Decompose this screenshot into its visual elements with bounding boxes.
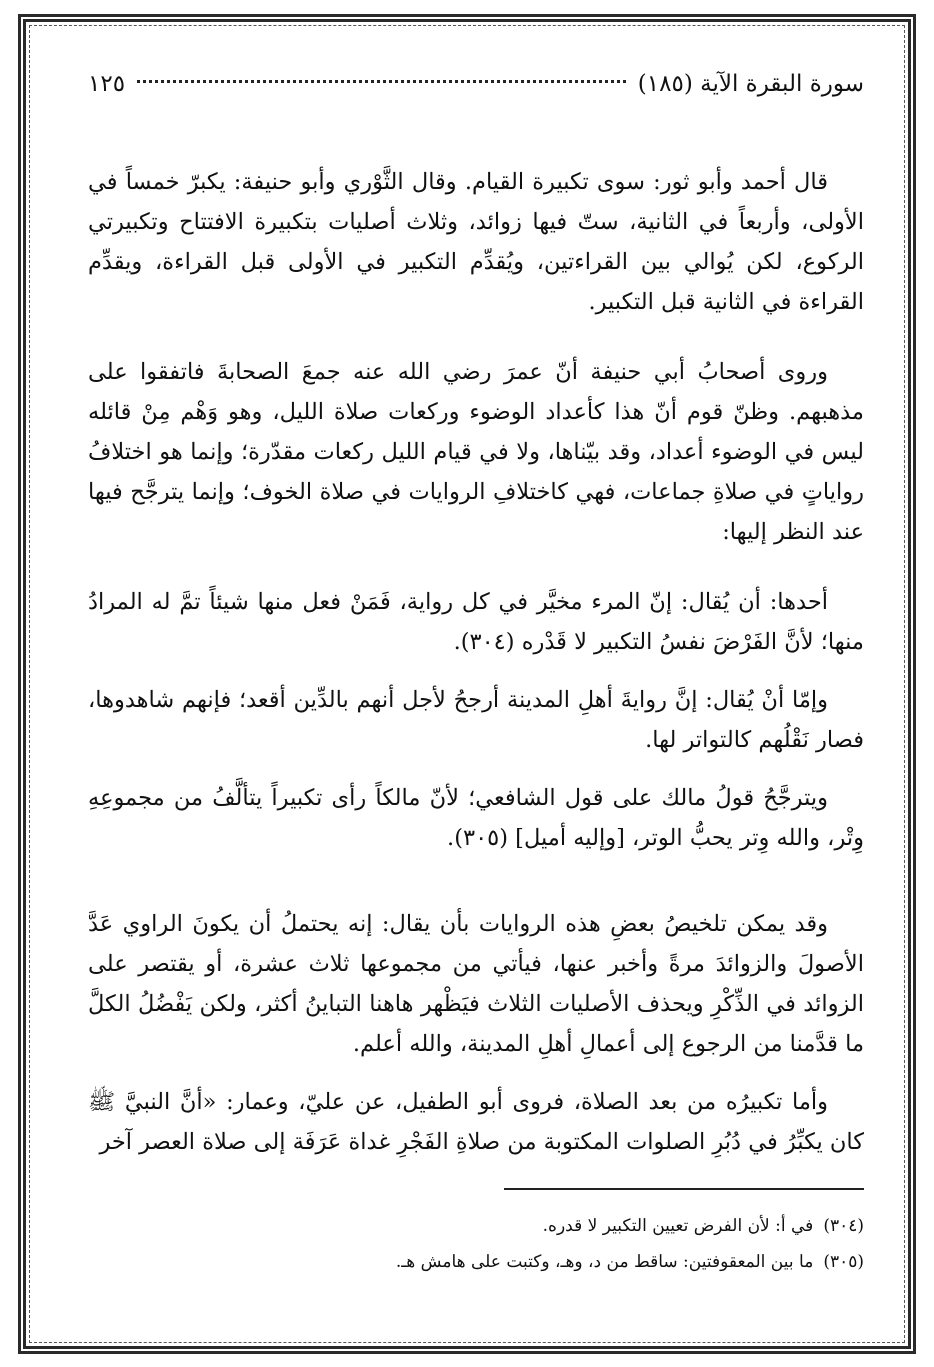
footnote-number: (٣٠٥) xyxy=(823,1252,864,1272)
header-dotted-leader xyxy=(137,80,626,83)
paragraph: قال أحمد وأبو ثور: سوى تكبيرة القيام. وقال الثَّوْري وأبو حنيفة: يكبرّ خمساً في الأولى، وأربعاً في الثانية، ستّ فيها زوائد، وثلاث أصليات بتكبيرة الافتتاح وتكبيرتي الركوع، لكن يُوالي بين القراءتين، ويُقدِّم التكبير في الأولى قبل القراءة، ويقدِّم القراءة في الثانية قبل التكبير. xyxy=(88,169,864,315)
paragraph: ويترجَّحُ قولُ مالك على قول الشافعي؛ لأنّ مالكاً رأى تكبيراً يتألَّفُ من مجموعِهِ وِتْر، والله وِتر يحبُّ الوتر، [وإليه أميل] (٣٠٥). xyxy=(88,785,864,851)
footnote xyxy=(88,1244,864,1280)
footnote-number: (٣٠٤) xyxy=(823,1216,864,1236)
footnotes xyxy=(88,1208,864,1280)
header-title: سورة البقرة الآية (١٨٥) xyxy=(637,71,864,97)
footnote xyxy=(88,1208,864,1244)
running-header xyxy=(88,62,864,106)
paragraph: وقد يمكن تلخيصُ بعضِ هذه الروايات بأن يقال: إنه يحتملُ أن يكونَ الراوي عَدَّ الأصولَ والزوائدَ مرةً وأخبر عنها، فيأتي من مجموعها ثلاث عشرة، أو يقتصر على الزوائد في الذِّكْرِ ويحذف الأصليات الثلاث فيَظْهر هاهنا التباينُ أكثر، ولكن يَفْضُلُ الكلَّ ما قدَّمنا من الرجوع إلى أعمالِ أهلِ المدينة، والله أعلم. xyxy=(88,911,864,1057)
paragraph: أحدها: أن يُقال: إنّ المرء مخيَّر في كل رواية، فَمَنْ فعل منها شيئاً تمَّ له المرادُ منها؛ لأنَّ الفَرْضَ نفسُ التكبير لا قَدْره (٣٠٤). xyxy=(88,589,864,655)
footnote-text: في أ: لأن الفرض تعيين التكبير لا قدره. xyxy=(542,1216,814,1236)
paragraph: وإمّا أنْ يُقال: إنَّ روايةَ أهلِ المدينة أرجحُ لأجل أنهم بالدِّين أقعد؛ فإنهم شاهدوها، فصار نَقْلُهم كالتواتر لها. xyxy=(88,687,864,753)
paragraph: وروى أصحابُ أبي حنيفة أنّ عمرَ رضي الله عنه جمعَ الصحابةَ فاتفقوا على مذهبهم. وظنّ قوم أنّ هذا كأعداد الوضوء وركعات صلاة الليل، وهو وَهْم مِنْ قائله ليس في الوضوء أعداد، وقد بيّناها، ولا في قيام الليل ركعات مقدّرة؛ وإنما هو اختلافُ رواياتٍ في صلاةِ جماعات، فهي كاختلافِ الروايات في صلاة الخوف؛ وإنما يترجَّح فيها عند النظر إليها: xyxy=(88,359,864,545)
paragraph: وأما تكبيرُه من بعد الصلاة، فروى أبو الطفيل، عن عليّ، وعمار: «أنَّ النبيَّ ﷺ كان يكبِّرُ في دُبُرِ الصلوات المكتوبة من صلاةِ الفَجْرِ غداة عَرَفَة إلى صلاة العصر آخر xyxy=(88,1089,864,1155)
page-content xyxy=(88,62,864,1307)
footnote-text: ما بين المعقوفتين: ساقط من د، وهـ، وكتبت على هامش هـ. xyxy=(395,1252,814,1272)
page-number: ١٢٥ xyxy=(88,71,126,97)
footnote-separator xyxy=(504,1188,864,1190)
body-text xyxy=(88,162,864,1162)
